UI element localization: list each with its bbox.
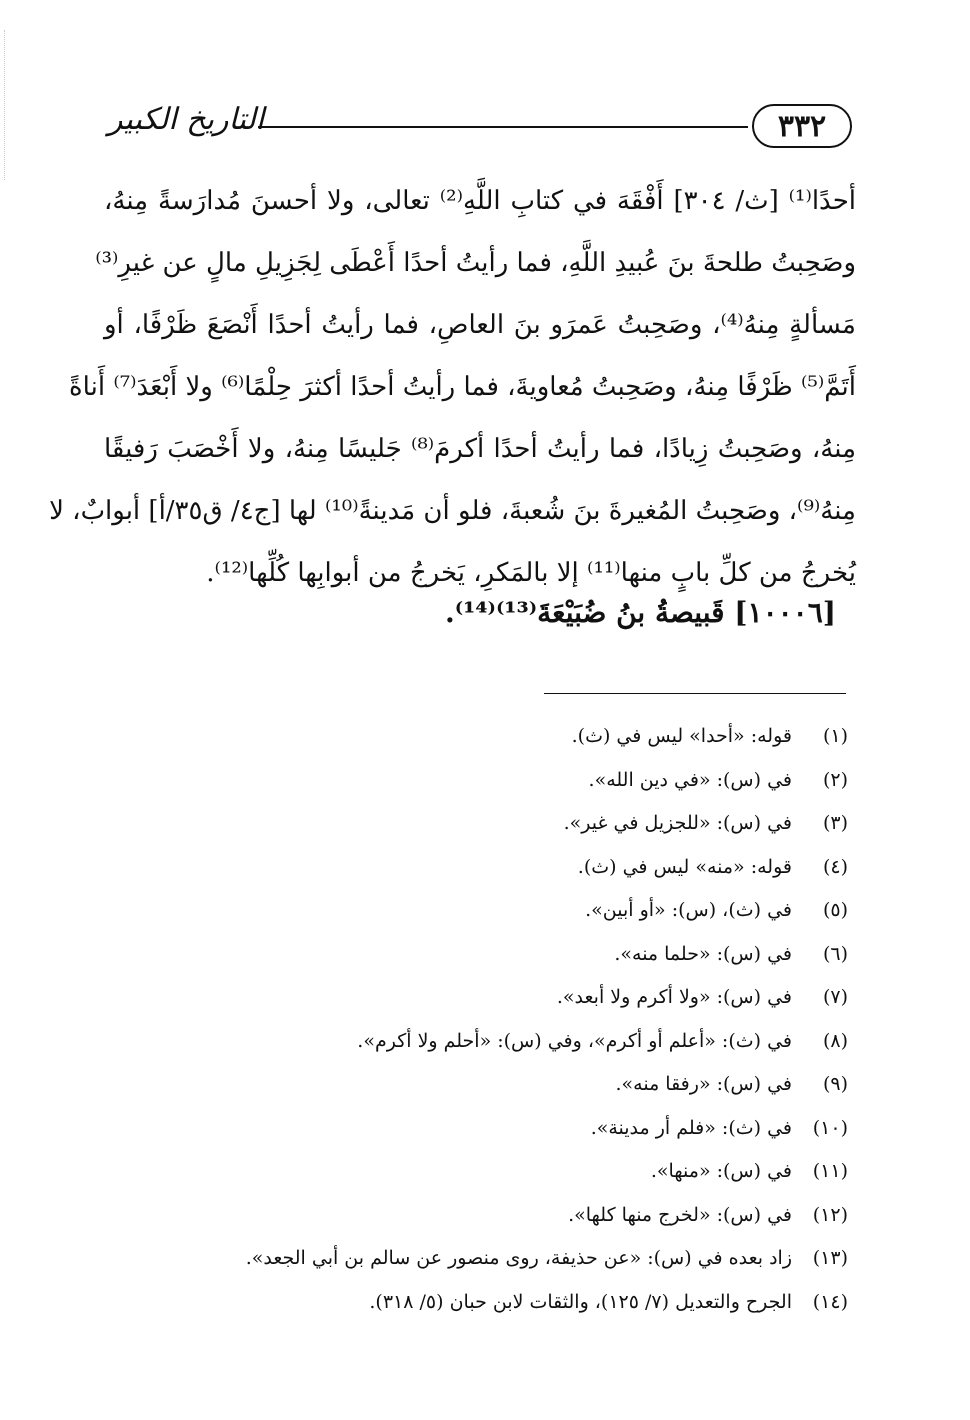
footnote-text: قوله: «منه» ليس في (ث). [577,855,792,878]
footnote-number: (٩) [822,1073,848,1095]
footnote [104,718,848,762]
footnote [104,805,848,849]
footnote-text: في (ث): «أعلم أو أكرم»، وفي (س): «أحلم ولا أكرم». [357,1029,792,1052]
footnote-text: زاد بعده في (س): «عن حذيفة، روى منصور عن سالم بن أبي الجعد». [245,1247,792,1269]
footnote-number: (٦) [822,942,848,965]
footnote [104,1110,848,1154]
text-line: مِنهُ⁽⁹⁾، وصَحِبتُ المُغيرةَ بنَ شُعبةَ، فلو أن مَدينةً⁽¹⁰⁾ لها [ج٤/ ق٣٥/أ] أبوابٌ، لا [49,496,856,526]
footnote-number: (٢) [822,768,848,791]
footnote [104,849,848,893]
footnote [104,936,848,980]
footnote-number: (٤) [822,855,848,878]
page-header [108,96,852,156]
footnote-number: (١) [822,725,848,747]
text-line: يُخرجُ من كلِّ بابٍ منها⁽¹¹⁾ إلا بالمَكرِ، يَخرجُ من أبوابِها كُلِّها⁽¹²⁾. [206,558,856,588]
page-number: ٣٣٢ [752,104,852,148]
footnote-number: (١٠) [812,1116,848,1139]
text-line: مَسألةٍ مِنهُ⁽⁴⁾، وصَحِبتُ عَمرَو بنَ العاصِ، فما رأيتُ أحدًا أَنْصَعَ ظَرْفًا، أو [104,310,856,340]
footnote [104,1240,848,1284]
footnote-separator [544,693,846,694]
footnote-text: في (س): «رفقا منه». [615,1073,792,1095]
footnotes [104,718,848,1327]
text-line: وصَحِبتُ طلحةَ بنَ عُبيدِ اللَّهِ، فما رأيتُ أحدًا أَعْطَى لِجَزِيلِ مالٍ عن غيرِ⁽³⁾ [95,248,856,278]
text-line: أَتَمَّ⁽⁵⁾ ظَرْفًا مِنهُ، وصَحِبتُ مُعاويةَ، فما رأيتُ أحدًا أكثرَ حِلْمًا⁽⁶⁾ ولا أَبْعَدَ⁽⁷⁾ أَناةً [69,372,856,402]
footnote-number: (٥) [822,899,848,921]
footnote-text: في (س): «حلما منه». [614,942,792,965]
footnote-text: في (س): «للجزيل في غير». [563,812,792,834]
footnote-text: في (ث)، (س): «أو أبين». [585,899,792,921]
margin-dots [4,30,7,180]
entry-heading: [١٠٠٠٦] قَبيصةُ بنُ ضُبَيْعَةَ⁽¹³⁾⁽¹⁴⁾. [444,596,836,629]
header-rule [258,126,748,128]
footnote-text: الجرح والتعديل (٧/ ١٢٥)، والثقات لابن حبان (٥/ ٣١٨). [369,1290,792,1313]
footnote [104,1197,848,1241]
text-line: مِنهُ، وصَحِبتُ زِيادًا، فما رأيتُ أحدًا أكرمَ⁽⁸⁾ جَليسًا مِنهُ، ولا أَخْصَبَ رَفيقًا [104,434,856,464]
text-line: أحدًا⁽¹⁾ [ث/ ٣٠٤] أَفْقَهَ في كتابِ اللَّهِ⁽²⁾ تعالى، ولا أحسنَ مُدارَسةً مِنهُ، [104,186,856,216]
footnote-text: في (س): «لخرج منها كلها». [568,1203,792,1226]
footnote-number: (٨) [822,1029,848,1052]
book-title: التاريخ الكبير [108,102,265,137]
footnote [104,1153,848,1197]
footnote-number: (٣) [822,812,848,834]
footnote-number: (١٢) [812,1203,848,1226]
footnote [104,762,848,806]
footnote-text: في (ث): «فلم أر مدينة». [590,1116,792,1139]
footnote-number: (١٣) [812,1247,848,1269]
footnote [104,892,848,936]
footnote-text: في (س): «منها». [650,1160,792,1182]
main-text [49,170,856,604]
footnote-number: (١١) [812,1160,848,1182]
footnote [104,1023,848,1067]
footnote [104,979,848,1023]
footnote [104,1066,848,1110]
footnote-number: (١٤) [812,1290,848,1313]
footnote-text: في (س): «في دين الله». [588,768,792,791]
footnote-text: في (س): «ولا أكرم ولا أبعد». [556,986,792,1008]
footnote [104,1284,848,1328]
footnote-number: (٧) [822,986,848,1008]
footnote-text: قوله: «أحدا» ليس في (ث). [571,725,792,747]
